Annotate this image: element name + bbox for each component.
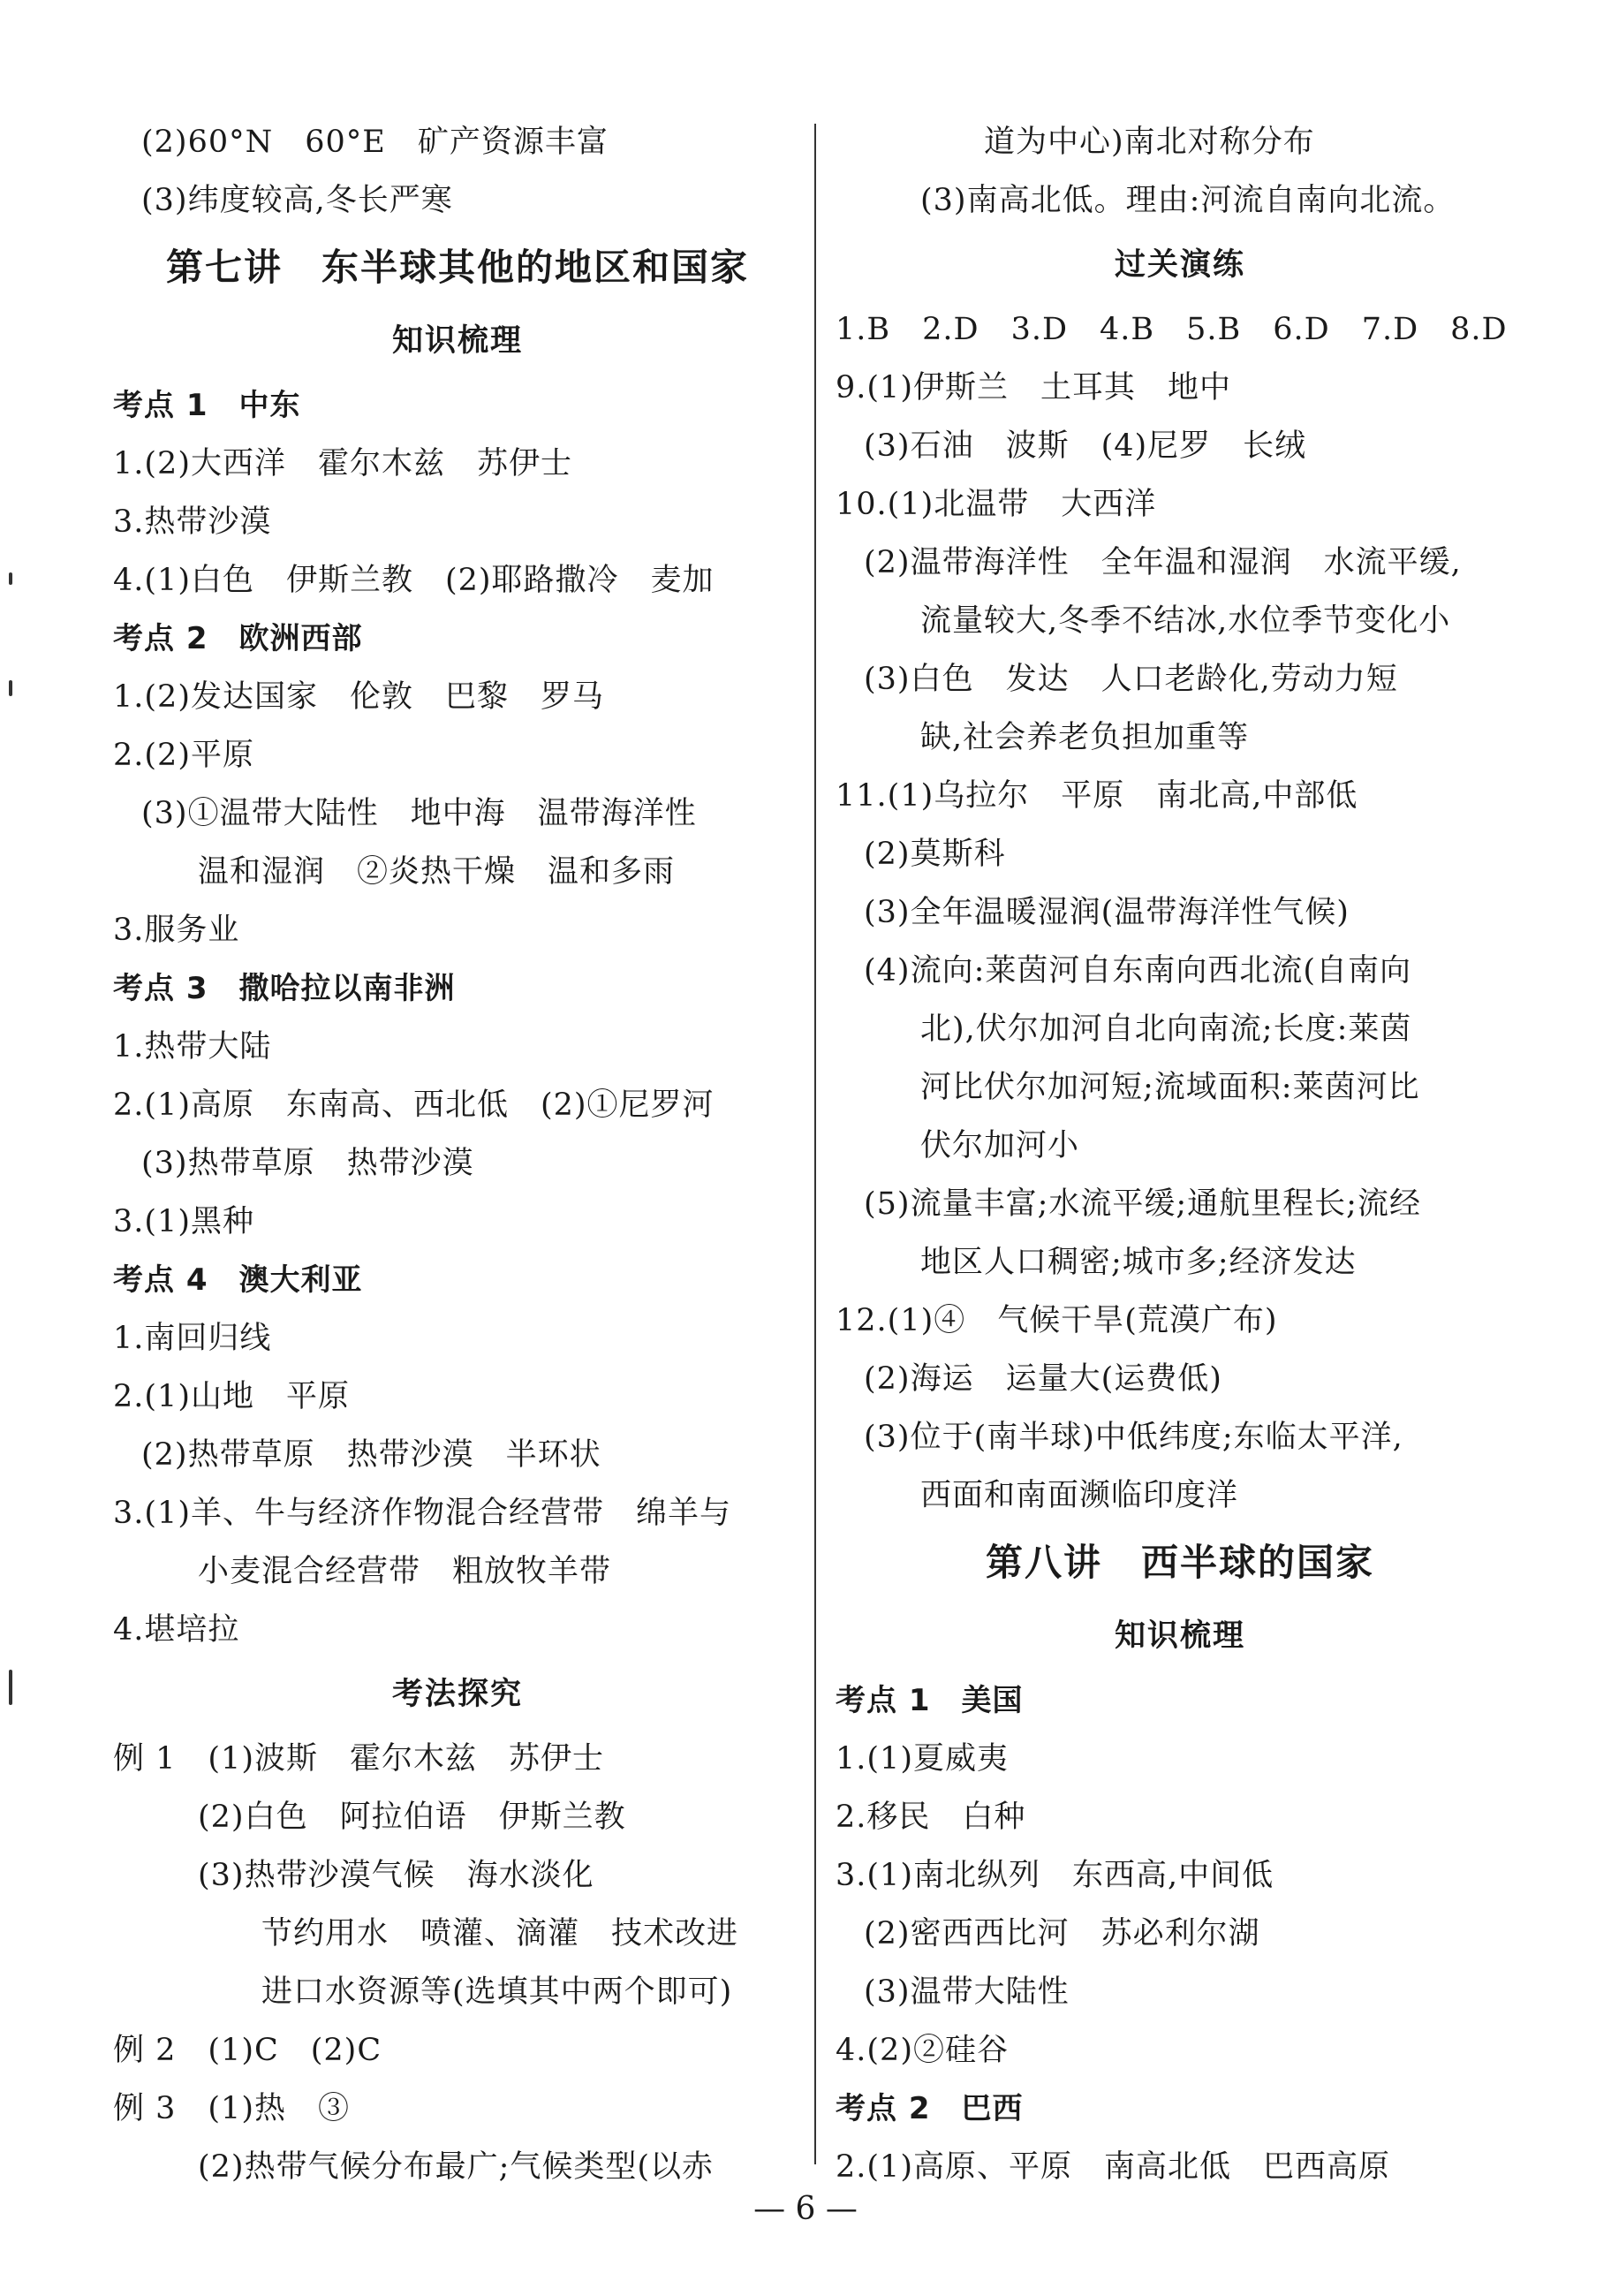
answer-line: 2.(1)山地 平原 bbox=[113, 1379, 350, 1414]
column-divider bbox=[814, 124, 816, 2164]
answer-line: 3.热带沙漠 bbox=[113, 504, 272, 540]
answer-line: 4.(2)②硅谷 bbox=[836, 2033, 1009, 2068]
answer-line: 2.移民 白种 bbox=[836, 1800, 1026, 1835]
answer-line: 2.(1)高原、平原 南高北低 巴西高原 bbox=[836, 2149, 1390, 2185]
answer-line: (3)全年温暖湿润(温带海洋性气候) bbox=[864, 895, 1350, 930]
section-heading: 过关演练 bbox=[1114, 247, 1245, 283]
answer-line: 11.(1)乌拉尔 平原 南北高,中部低 bbox=[836, 778, 1358, 814]
answer-line: 3.(1)黑种 bbox=[113, 1204, 254, 1239]
answer-line: (2)热带草原 热带沙漠 半环状 bbox=[141, 1437, 601, 1473]
answer-line: 节约用水 喷灌、滴灌 技术改进 bbox=[261, 1916, 739, 1951]
topic-heading: 考点 4 澳大利亚 bbox=[113, 1262, 363, 1298]
answer-line: 西面和南面濒临印度洋 bbox=[920, 1478, 1239, 1513]
scan-mark bbox=[9, 572, 12, 585]
left-column bbox=[113, 113, 802, 2196]
answer-line: (3)白色 发达 人口老龄化,劳动力短 bbox=[864, 662, 1398, 697]
answer-line: 3.服务业 bbox=[113, 913, 240, 948]
answer-line: 地区人口稠密;城市多;经济发达 bbox=[920, 1245, 1357, 1280]
answer-line: (3)石油 波斯 (4)尼罗 长绒 bbox=[864, 428, 1307, 464]
scan-mark bbox=[9, 680, 12, 696]
answer-line: 缺,社会养老负担加重等 bbox=[920, 720, 1250, 755]
answer-line: (3)热带沙漠气候 海水淡化 bbox=[198, 1858, 594, 1893]
answer-line: 1.B 2.D 3.D 4.B 5.B 6.D 7.D 8.D bbox=[836, 312, 1508, 347]
scan-mark bbox=[9, 1670, 12, 1705]
answer-line: 伏尔加河小 bbox=[920, 1128, 1080, 1163]
answer-line: (2)温带海洋性 全年温和湿润 水流平缓, bbox=[864, 545, 1462, 580]
answer-line: (3)①温带大陆性 地中海 温带海洋性 bbox=[141, 796, 697, 831]
topic-heading: 考点 3 撒哈拉以南非洲 bbox=[113, 971, 456, 1006]
lecture-heading: 第七讲 东半球其他的地区和国家 bbox=[165, 246, 749, 289]
answer-line: 例 3 (1)热 ③ bbox=[113, 2091, 350, 2126]
answer-line: (3)温带大陆性 bbox=[864, 1974, 1070, 2010]
answer-line: (2)白色 阿拉伯语 伊斯兰教 bbox=[198, 1800, 626, 1835]
answer-line: 4.堪培拉 bbox=[113, 1612, 240, 1648]
answer-line: 3.(1)南北纵列 东西高,中间低 bbox=[836, 1858, 1274, 1893]
answer-line: 北),伏尔加河自北向南流;长度:莱茵 bbox=[920, 1012, 1412, 1047]
answer-line: 1.南回归线 bbox=[113, 1321, 272, 1356]
right-column bbox=[836, 113, 1524, 2196]
answer-line: 小麦混合经营带 粗放牧羊带 bbox=[198, 1554, 612, 1589]
topic-heading: 考点 1 中东 bbox=[113, 388, 301, 423]
answer-line: 10.(1)北温带 大西洋 bbox=[836, 487, 1157, 522]
answer-line: (2)海运 运量大(运费低) bbox=[864, 1361, 1222, 1397]
answer-line: (2)60°N 60°E 矿产资源丰富 bbox=[141, 125, 609, 160]
section-heading: 考法探究 bbox=[391, 1677, 523, 1712]
answer-line: (3)位于(南半球)中低纬度;东临太平洋, bbox=[864, 1420, 1403, 1455]
answer-line: (5)流量丰富;水流平缓;通航里程长;流经 bbox=[864, 1186, 1421, 1222]
answer-line: (2)热带气候分布最广;气候类型(以赤 bbox=[198, 2149, 715, 2185]
answer-line: 温和湿润 ②炎热干燥 温和多雨 bbox=[198, 854, 676, 890]
answer-line: 河比伏尔加河短;流域面积:莱茵河比 bbox=[920, 1070, 1420, 1105]
answer-line: 12.(1)④ 气候干旱(荒漠广布) bbox=[836, 1303, 1278, 1338]
section-heading: 知识梳理 bbox=[1114, 1618, 1245, 1654]
answer-line: 2.(1)高原 东南高、西北低 (2)①尼罗河 bbox=[113, 1087, 715, 1123]
answer-line: 1.(1)夏威夷 bbox=[836, 1741, 1009, 1777]
answer-line: (3)纬度较高,冬长严寒 bbox=[141, 183, 453, 218]
answer-line: 1.热带大陆 bbox=[113, 1029, 272, 1065]
answer-line: 道为中心)南北对称分布 bbox=[984, 125, 1315, 160]
answer-line: 1.(2)发达国家 伦敦 巴黎 罗马 bbox=[113, 679, 604, 715]
answer-line: (3)热带草原 热带沙漠 bbox=[141, 1146, 474, 1181]
answer-line: 4.(1)白色 伊斯兰教 (2)耶路撒冷 麦加 bbox=[113, 563, 715, 598]
answer-line: 3.(1)羊、牛与经济作物混合经营带 绵羊与 bbox=[113, 1496, 731, 1531]
section-heading: 知识梳理 bbox=[391, 323, 523, 359]
topic-heading: 考点 2 欧洲西部 bbox=[113, 621, 363, 656]
topic-heading: 考点 2 巴西 bbox=[836, 2091, 1024, 2126]
answer-line: 流量较大,冬季不结冰,水位季节变化小 bbox=[920, 603, 1451, 639]
lecture-heading: 第八讲 西半球的国家 bbox=[985, 1541, 1374, 1584]
answer-line: (2)莫斯科 bbox=[864, 837, 1006, 872]
answer-line: (3)南高北低。理由:河流自南向北流。 bbox=[920, 183, 1456, 218]
answer-line: 例 2 (1)C (2)C bbox=[113, 2033, 382, 2068]
page-number: — 6 — bbox=[753, 2191, 858, 2227]
answer-line: 2.(2)平原 bbox=[113, 738, 254, 773]
answer-line: 进口水资源等(选填其中两个即可) bbox=[261, 1974, 733, 2010]
answer-line: 1.(2)大西洋 霍尔木兹 苏伊士 bbox=[113, 446, 572, 481]
answer-line: (4)流向:莱茵河自东南向西北流(自南向 bbox=[864, 953, 1412, 989]
answer-line: 9.(1)伊斯兰 土耳其 地中 bbox=[836, 370, 1231, 405]
answer-line: 例 1 (1)波斯 霍尔木兹 苏伊士 bbox=[113, 1741, 604, 1777]
answer-line: (2)密西西比河 苏必利尔湖 bbox=[864, 1916, 1260, 1951]
topic-heading: 考点 1 美国 bbox=[836, 1683, 1024, 1718]
